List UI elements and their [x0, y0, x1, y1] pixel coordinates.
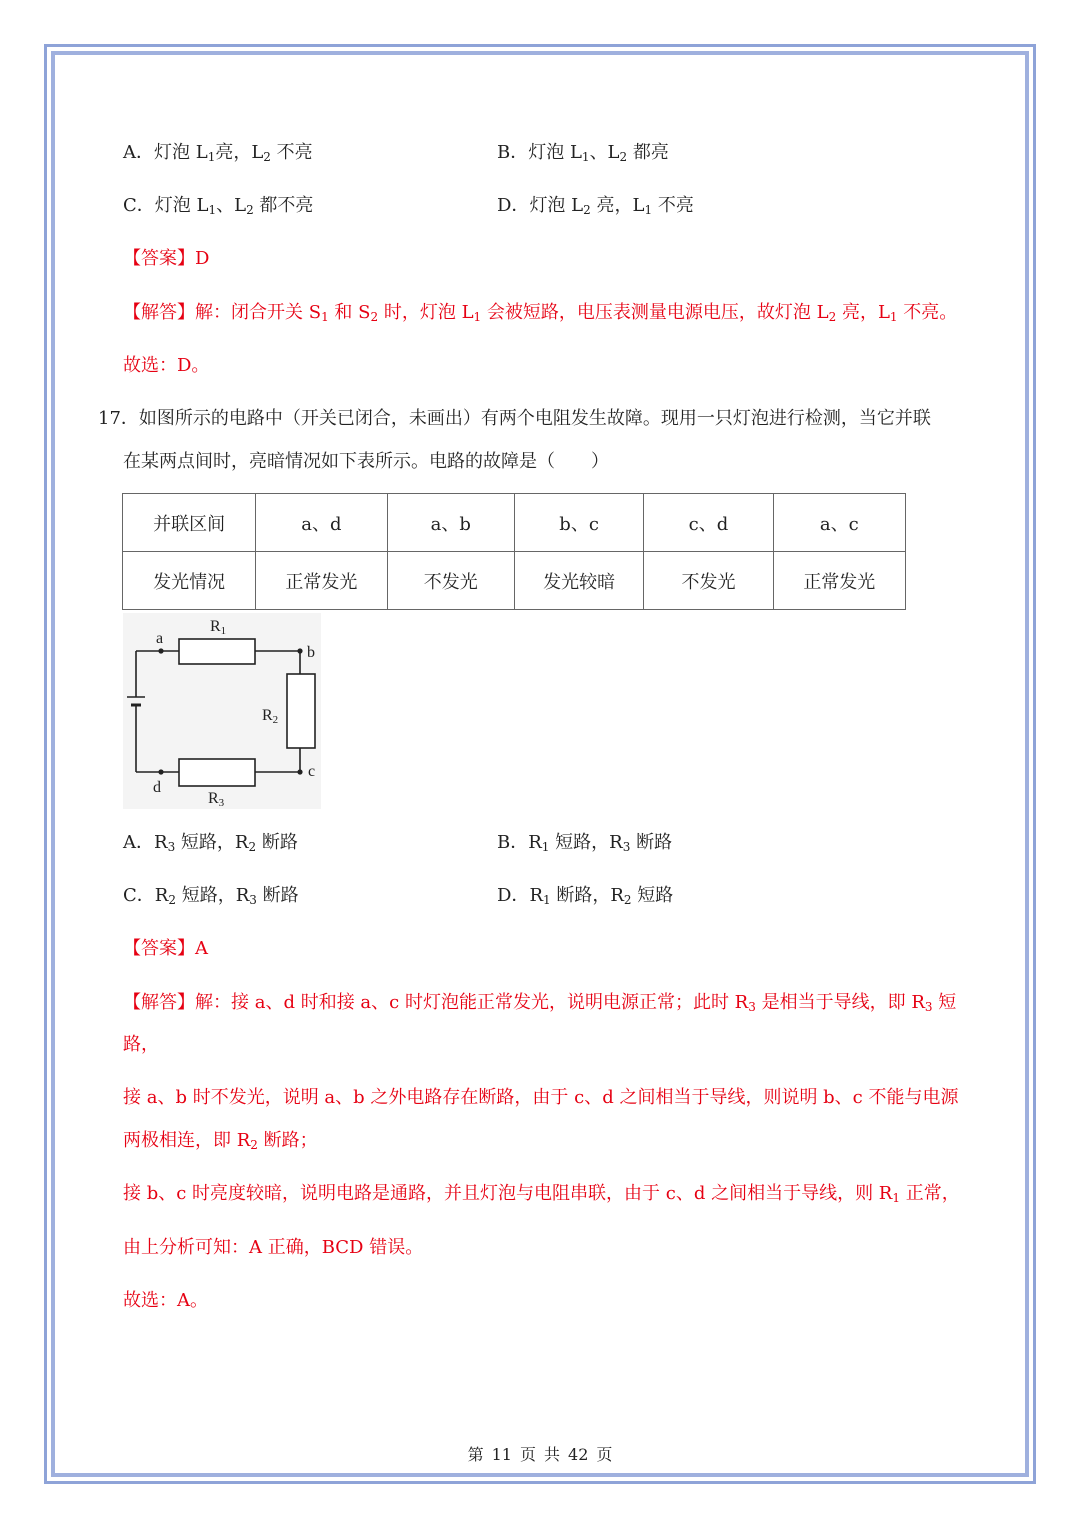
label-c: c: [308, 763, 316, 780]
table-cell: 正常发光: [256, 552, 387, 610]
fault-table: [122, 493, 906, 610]
node-d: [158, 769, 163, 774]
total-pages: 42: [568, 1445, 589, 1464]
q16-choice: 故选：D。: [123, 355, 210, 376]
q17-analysis-line6: 由上分析可知：A 正确，BCD 错误。: [123, 1237, 424, 1258]
current-page: 11: [491, 1445, 512, 1464]
table-cell: a、d: [256, 494, 387, 552]
table-cell: a、b: [387, 494, 514, 552]
q16-option-d: D．灯泡 $L_2$ 亮，$L_1$ 不亮: [497, 195, 694, 217]
table-row: [123, 552, 906, 610]
node-b: [297, 648, 302, 653]
table-cell: 正常发光: [773, 552, 905, 610]
q17-answer: 【答案】A: [123, 938, 208, 959]
q17-analysis-line2: 路，: [123, 1034, 159, 1055]
q16-option-a: A．灯泡 $L_1$亮，$L_2$ 不亮: [123, 142, 313, 164]
q17-analysis-line3: 接 a、b 时不发光，说明 a、b 之外电路存在断路，由于 c、d 之间相当于导线，则说明 b、c 不能与电源: [123, 1087, 959, 1108]
q17-option-b: B．$R_1$ 短路，$R_3$ 断路: [497, 832, 673, 854]
label-r1: R1: [210, 618, 227, 637]
table-cell: b、c: [514, 494, 643, 552]
label-r3: R3: [208, 790, 225, 809]
table-cell: a、c: [773, 494, 905, 552]
node-a: [158, 648, 163, 653]
circuit-diagram: [123, 613, 321, 809]
q17-option-c: C．$R_2$ 短路，$R_3$ 断路: [123, 885, 299, 907]
label-d: d: [153, 779, 161, 796]
table-cell: 发光较暗: [514, 552, 643, 610]
node-c: [297, 769, 302, 774]
q16-option-b: B．灯泡 $L_1$、$L_2$ 都亮: [497, 142, 669, 164]
label-r2: R2: [262, 707, 279, 726]
table-cell: 并联区间: [123, 494, 256, 552]
q17-option-d: D．$R_1$ 断路，$R_2$ 短路: [497, 885, 674, 907]
table-row: [123, 494, 906, 552]
table-cell: c、d: [644, 494, 773, 552]
page-footer: 第 11 页 共 42 页: [467, 1445, 613, 1464]
q17-analysis-line4: 两极相连，即 $R_2$ 断路；: [123, 1130, 318, 1152]
q16-answer: 【答案】D: [123, 248, 210, 269]
table-cell: 不发光: [387, 552, 514, 610]
q17-analysis-line1: 【解答】解：接 a、d 时和接 a、c 时灯泡能正常发光，说明电源正常；此时 $R_3$ 是相当于导线，即 $R_3$ 短: [123, 992, 957, 1014]
q17-option-a: A．$R_3$ 短路，$R_2$ 断路: [123, 832, 298, 854]
q16-option-c: C．灯泡 $L_1$、$L_2$ 都不亮: [123, 195, 314, 217]
table-cell: 发光情况: [123, 552, 256, 610]
q17-analysis-line5: 接 b、c 时亮度较暗，说明电路是通路，并且灯泡与电阻串联，由于 c、d 之间相当于导线，则 $R_1$ 正常，: [123, 1183, 960, 1205]
q16-analysis: 【解答】解：闭合开关 $S_1$ 和 $S_2$ 时，灯泡 $L_1$ 会被短路，电压表测量电源电压，故灯泡 $L_2$ 亮，$L_1$ 不亮。: [123, 302, 958, 324]
label-b: b: [307, 644, 315, 661]
q17-stem-line2: 在某两点间时，亮暗情况如下表所示。电路的故障是（ ）: [123, 451, 609, 472]
q17-stem-line1: 17．如图所示的电路中（开关已闭合，未画出）有两个电阻发生故障。现用一只灯泡进行检测，当它并联: [98, 408, 931, 429]
q17-choice: 故选：A。: [123, 1290, 208, 1311]
table-cell: 不发光: [644, 552, 773, 610]
label-a: a: [156, 630, 164, 647]
